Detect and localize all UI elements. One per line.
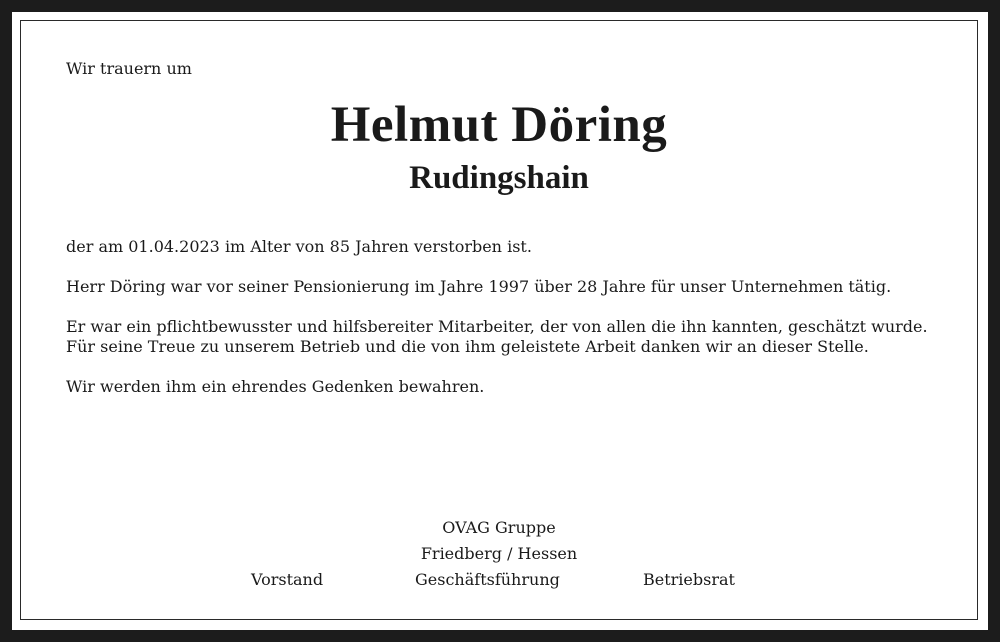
signature-company: OVAG Gruppe <box>442 518 556 537</box>
intro-text: Wir trauern um <box>66 59 192 78</box>
deceased-place: Rudingshain <box>409 160 589 196</box>
paragraph-character: Er war ein pflichtbewusster und hilfsbereiter Mitarbeiter, der von allen die ihn kannten, geschätzt wurde. <box>66 317 928 336</box>
obituary-frame <box>12 12 988 630</box>
deceased-name: Helmut Döring <box>330 97 668 153</box>
signature-board: Vorstand <box>251 570 324 589</box>
obituary-body <box>66 237 951 397</box>
paragraph-career: Herr Döring war vor seiner Pensionierung im Jahre 1997 über 28 Jahre für unser Unternehmen tätig. <box>66 277 892 296</box>
paragraph-death-date: der am 01.04.2023 im Alter von 85 Jahren verstorben ist. <box>66 237 532 256</box>
signature-management: Geschäftsführung <box>415 570 560 589</box>
signature-works-council: Betriebsrat <box>643 570 735 589</box>
signature-location: Friedberg / Hessen <box>420 544 578 563</box>
obituary-card <box>20 20 978 620</box>
paragraph-memory: Wir werden ihm ein ehrendes Gedenken bewahren. <box>66 377 485 396</box>
paragraph-thanks: Für seine Treue zu unserem Betrieb und die von ihm geleistete Arbeit danken wir an dieser Stelle. <box>66 337 869 356</box>
